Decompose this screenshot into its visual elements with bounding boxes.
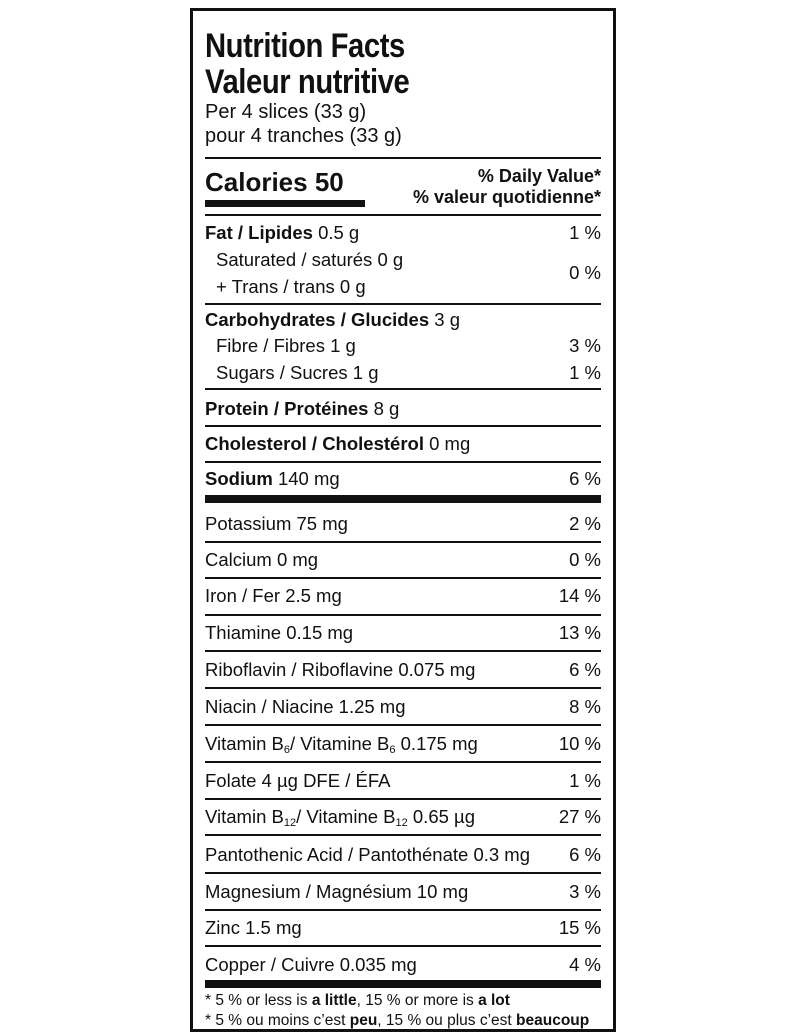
niacin-text: Niacin / Niacine 1.25 mg [205, 696, 406, 717]
iron-text: Iron / Fer 2.5 mg [205, 585, 342, 606]
sat-trans-dv: 0 % [569, 262, 601, 283]
vitamin-b12-dv: 27 % [558, 806, 601, 827]
fat-row [205, 219, 601, 247]
iron-dv: 14 % [558, 585, 601, 606]
magnesium-dv: 3 % [569, 881, 601, 902]
sat-trans-dv-row [205, 259, 601, 287]
divider [205, 157, 601, 159]
divider [205, 388, 601, 390]
pantothenic-dv: 6 % [569, 844, 601, 865]
potassium-dv: 2 % [569, 513, 601, 534]
zinc-dv: 15 % [558, 917, 601, 938]
divider [205, 425, 601, 427]
sodium-row [205, 465, 601, 493]
fibre-label: Fibre / Fibres [216, 335, 325, 356]
divider [205, 834, 601, 836]
divider [205, 724, 601, 726]
nutrition-facts-table [190, 8, 616, 1032]
riboflavin-dv: 6 % [569, 659, 601, 680]
divider [205, 541, 601, 543]
sugars-label: Sugars / Sucres [216, 362, 348, 383]
divider [205, 303, 601, 305]
divider [205, 798, 601, 800]
niacin-row [205, 693, 601, 721]
cholesterol-label: Cholesterol / Cholestérol [205, 433, 424, 454]
sugars-row [205, 359, 601, 387]
copper-text: Copper / Cuivre 0.035 mg [205, 954, 417, 975]
thick-divider [205, 495, 601, 503]
sodium-label: Sodium [205, 468, 273, 489]
potassium-row [205, 510, 601, 538]
vitamin-b6-dv: 10 % [558, 733, 601, 754]
calories-value: 50 [314, 167, 344, 197]
sugars-dv: 1 % [569, 362, 601, 383]
title-french: Valeur nutritive [205, 63, 410, 101]
zinc-text: Zinc 1.5 mg [205, 917, 302, 938]
divider [205, 945, 601, 947]
riboflavin-text: Riboflavin / Riboflavine 0.075 mg [205, 659, 476, 680]
vitamin-b6-row [205, 730, 601, 758]
carbohydrates-row [205, 306, 601, 334]
calories [205, 167, 344, 197]
vitamin-b12-text: Vitamin $B_{12}/$ Vitamine $B_{12}$ 0.65 µg [205, 806, 475, 829]
carbohydrates-label: Carbohydrates / Glucides [205, 309, 430, 330]
serving-size-english: Per 4 slices (33 g) [205, 101, 367, 123]
thiamine-text: Thiamine 0.15 mg [205, 622, 354, 643]
calcium-row [205, 546, 601, 574]
potassium-text: Potassium 75 mg [205, 513, 348, 534]
thiamine-dv: 13 % [558, 622, 601, 643]
fibre-row [205, 332, 601, 360]
fat-label: Fat / Lipides [205, 222, 313, 243]
zinc-row [205, 914, 601, 942]
fibre-amount: 1 g [330, 335, 356, 356]
vitamin-b12-row [205, 803, 601, 831]
fat-amount: 0.5 g [318, 222, 360, 243]
pantothenic-text: Pantothenic Acid / Pantothénate 0.3 mg [205, 844, 531, 865]
folate-row [205, 767, 601, 795]
divider [205, 761, 601, 763]
trans-label: + Trans / trans [216, 276, 335, 297]
calories-bar [205, 200, 365, 207]
divider [205, 214, 601, 216]
divider [205, 614, 601, 616]
cholesterol-amount: 0 mg [429, 433, 471, 454]
daily-value-header [413, 166, 601, 208]
riboflavin-row [205, 656, 601, 684]
calcium-text: Calcium 0 mg [205, 549, 319, 570]
cholesterol-row [205, 430, 601, 458]
copper-row [205, 951, 601, 979]
divider [205, 909, 601, 911]
magnesium-text: Magnesium / Magnésium 10 mg [205, 881, 469, 902]
magnesium-row [205, 878, 601, 906]
footnote-french: * 5 % ou moins c’est peu, 15 % ou plus c’est beaucoup [205, 1012, 590, 1029]
calories-label: Calories [205, 167, 308, 197]
protein-row [205, 395, 601, 423]
fat-dv: 1 % [569, 222, 601, 243]
saturated-label: Saturated / saturés [216, 249, 373, 270]
folate-dv: 1 % [569, 770, 601, 791]
sugars-amount: 1 g [352, 362, 379, 383]
footnote-english: * 5 % or less is a little, 15 % or more is a lot [205, 992, 510, 1009]
sodium-dv: 6 % [569, 468, 601, 489]
calcium-dv: 0 % [569, 549, 601, 570]
niacin-dv: 8 % [569, 696, 601, 717]
divider [205, 650, 601, 652]
daily-value-header-english: % Daily Value* [477, 166, 601, 186]
serving-size-french: pour 4 tranches (33 g) [205, 125, 402, 147]
carbohydrates-amount: 3 g [434, 309, 460, 330]
saturated-amount: 0 g [377, 249, 404, 270]
pantothenic-row [205, 841, 601, 869]
divider [205, 687, 601, 689]
title-english: Nutrition Facts [205, 27, 405, 65]
copper-dv: 4 % [569, 954, 601, 975]
protein-label: Protein / Protéines [205, 398, 369, 419]
vitamin-b6-text: Vitamin $B_6/$ Vitamine $B_6$ 0.175 mg [205, 733, 478, 756]
daily-value-header-french: % valeur quotidienne* [412, 187, 601, 207]
fibre-dv: 3 % [569, 335, 601, 356]
trans-amount: 0 g [339, 276, 366, 297]
divider [205, 577, 601, 579]
iron-row [205, 582, 601, 610]
protein-amount: 8 g [373, 398, 400, 419]
thiamine-row [205, 619, 601, 647]
sodium-amount: 140 mg [277, 468, 340, 489]
folate-text: Folate 4 µg DFE / ÉFA [205, 770, 391, 791]
divider [205, 461, 601, 463]
thick-divider [205, 980, 601, 988]
divider [205, 872, 601, 874]
